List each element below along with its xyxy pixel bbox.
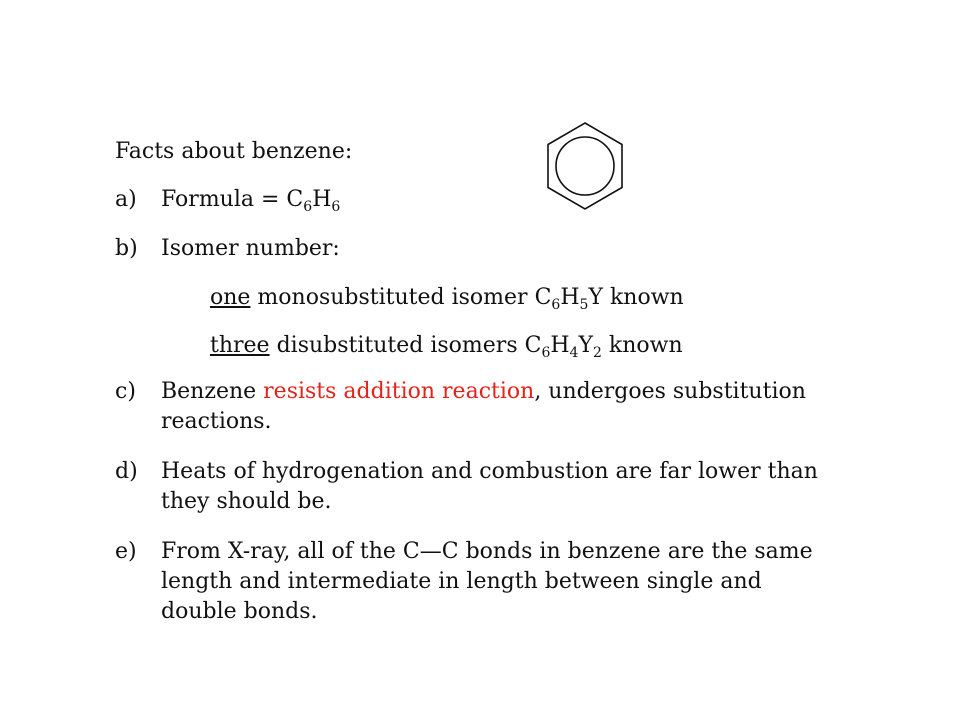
- item-b-label: b): [115, 236, 138, 261]
- benzene-ring-icon: [545, 120, 625, 212]
- item-b-line2: three disubstituted isomers $C_6H_4Y_2$ known: [210, 333, 683, 361]
- item-c-label: c): [115, 379, 136, 404]
- item-b-line1: one monosubstituted isomer $C_6H_5Y$ known: [210, 285, 684, 313]
- item-c-line2: reactions.: [161, 409, 272, 434]
- item-c-text: Benzene resists addition reaction, undergoes substitution: [161, 379, 806, 404]
- item-a-label: a): [115, 187, 137, 212]
- item-e-label: e): [115, 539, 137, 564]
- item-e-line3: double bonds.: [161, 599, 318, 624]
- highlight-text: resists addition reaction: [263, 379, 535, 404]
- item-b-text: Isomer number:: [161, 236, 340, 261]
- item-d-label: d): [115, 459, 138, 484]
- item-a-text: Formula = $C_6H_6$: [161, 187, 341, 215]
- item-e-line2: length and intermediate in length between single and: [161, 569, 762, 594]
- item-d-line2: they should be.: [161, 489, 332, 514]
- item-e-line1: From X-ray, all of the C—C bonds in benzene are the same: [161, 539, 813, 564]
- heading: Facts about benzene:: [115, 139, 353, 164]
- item-d-line1: Heats of hydrogenation and combustion are far lower than: [161, 459, 818, 484]
